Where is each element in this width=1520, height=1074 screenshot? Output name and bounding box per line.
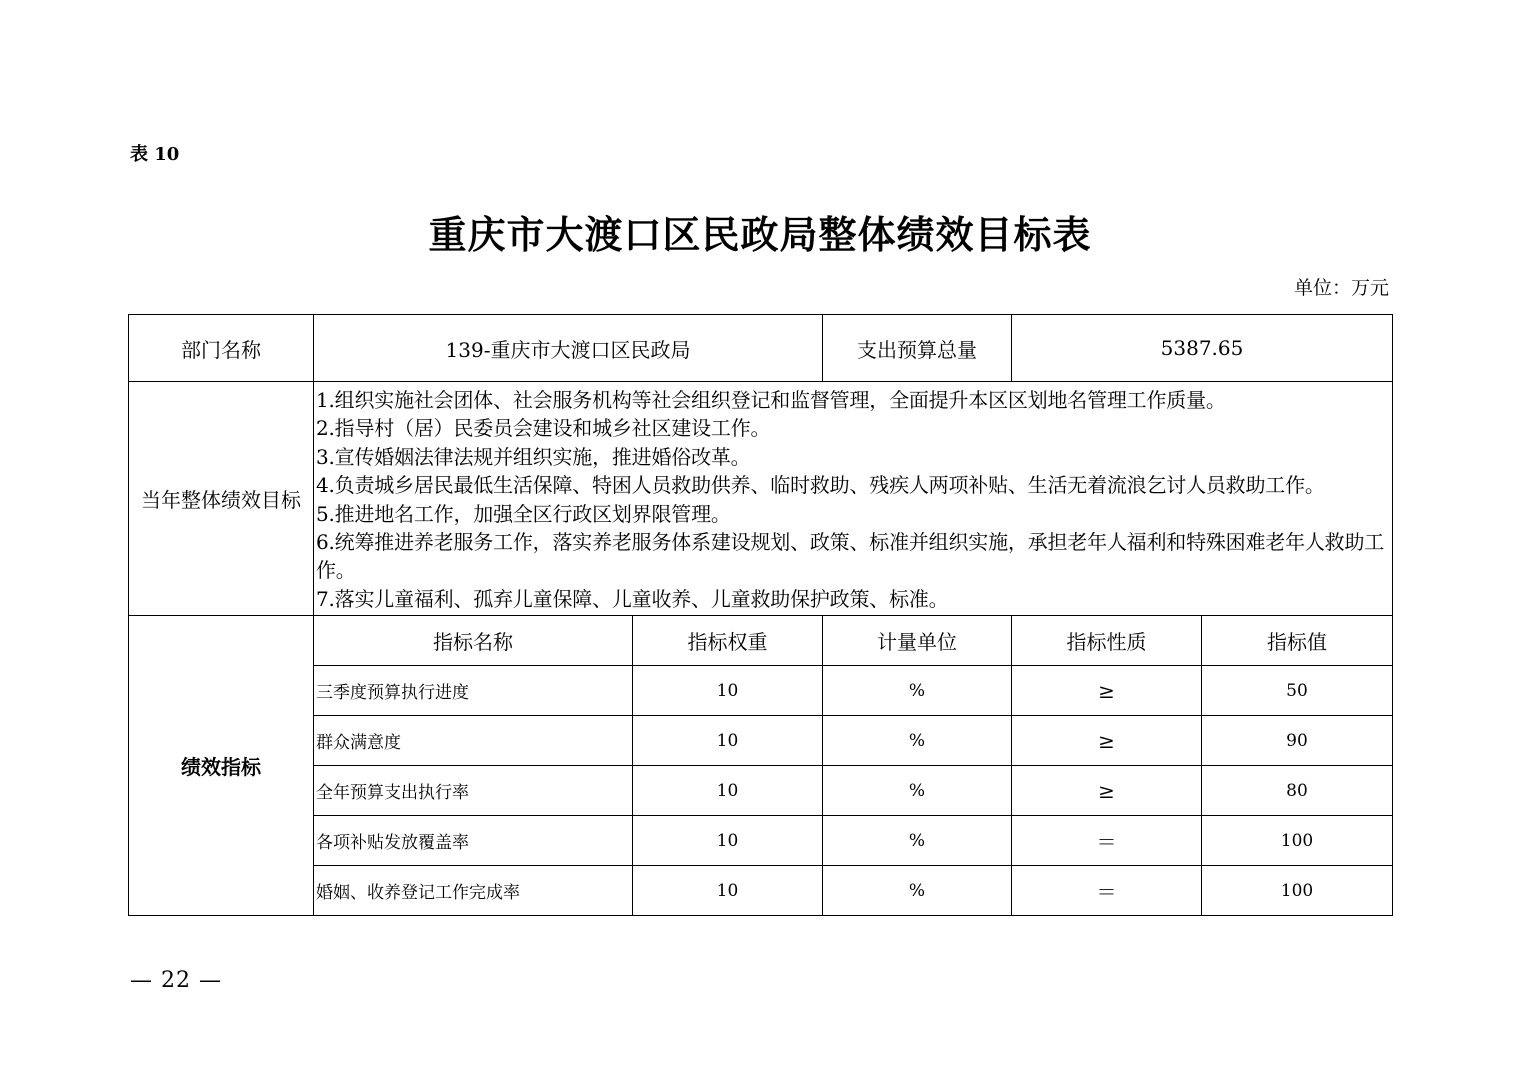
goal-item: 5.推进地名工作，加强全区行政区划界限管理。 [316,501,731,526]
dept-row [129,315,1393,382]
dept-name-label: 部门名称 [129,315,314,382]
indicator-nature: ≥ [1012,716,1202,766]
indicator-unit: % [823,866,1012,916]
table-label: 表 10 [130,144,180,165]
indicator-unit: % [823,716,1012,766]
dept-name-value: 139-重庆市大渡口区民政局 [314,315,823,382]
indicator-weight: 10 [633,716,823,766]
indicator-unit: % [823,766,1012,816]
indicator-value: 100 [1202,866,1393,916]
document-title: 重庆市大渡口区民政局整体绩效目标表 [428,213,1092,257]
column-header-nature: 指标性质 [1012,616,1202,666]
indicator-weight: 10 [633,866,823,916]
performance-indicators-label: 绩效指标 [129,616,314,916]
indicator-value: 50 [1202,666,1393,716]
goal-item: 2.指导村（居）民委员会建设和城乡社区建设工作。 [316,416,771,441]
indicator-value: 90 [1202,716,1393,766]
indicator-name: 各项补贴发放覆盖率 [314,816,633,866]
indicator-header-row [129,616,1393,666]
indicator-unit: % [823,666,1012,716]
goal-item: 6.统筹推进养老服务工作，落实养老服务体系建设规划、政策、标准并组织实施，承担老年人福利和特殊困难老年人救助工作。 [316,530,1385,583]
goal-item: 7.落实儿童福利、孤弃儿童保障、儿童收养、儿童救助保护政策、标准。 [316,586,949,611]
goal-item: 4.负责城乡居民最低生活保障、特困人员救助供养、临时救助、残疾人两项补贴、生活无着流浪乞讨人员救助工作。 [316,473,1325,498]
indicator-value: 100 [1202,816,1393,866]
budget-total-value: 5387.65 [1012,315,1393,382]
indicator-weight: 10 [633,766,823,816]
goal-item: 3.宣传婚姻法律法规并组织实施，推进婚俗改革。 [316,444,751,469]
annual-goals-content [314,382,1393,616]
indicator-name: 全年预算支出执行率 [314,766,633,816]
indicator-value: 80 [1202,766,1393,816]
indicator-nature: ＝ [1012,816,1202,866]
goals-row [129,382,1393,616]
table-row [129,816,1393,866]
performance-target-table [128,314,1393,916]
indicator-weight: 10 [633,666,823,716]
indicator-weight: 10 [633,816,823,866]
table-row [129,866,1393,916]
table-row [129,716,1393,766]
indicator-name: 群众满意度 [314,716,633,766]
indicator-nature: ＝ [1012,866,1202,916]
indicator-unit: % [823,816,1012,866]
goal-item: 1.组织实施社会团体、社会服务机构等社会组织登记和监督管理，全面提升本区区划地名管理工作质量。 [316,388,1226,412]
unit-label: 单位：万元 [1293,277,1389,299]
budget-total-label: 支出预算总量 [823,315,1012,382]
column-header-indicator-name: 指标名称 [314,616,633,666]
table-row [129,666,1393,716]
indicator-name: 三季度预算执行进度 [314,666,633,716]
indicator-name: 婚姻、收养登记工作完成率 [314,866,633,916]
indicator-nature: ≥ [1012,666,1202,716]
page-number: — 22 — [130,968,222,993]
column-header-value: 指标值 [1202,616,1393,666]
column-header-unit: 计量单位 [823,616,1012,666]
column-header-weight: 指标权重 [633,616,823,666]
table-row [129,766,1393,816]
annual-goals-label: 当年整体绩效目标 [129,382,314,616]
indicator-nature: ≥ [1012,766,1202,816]
